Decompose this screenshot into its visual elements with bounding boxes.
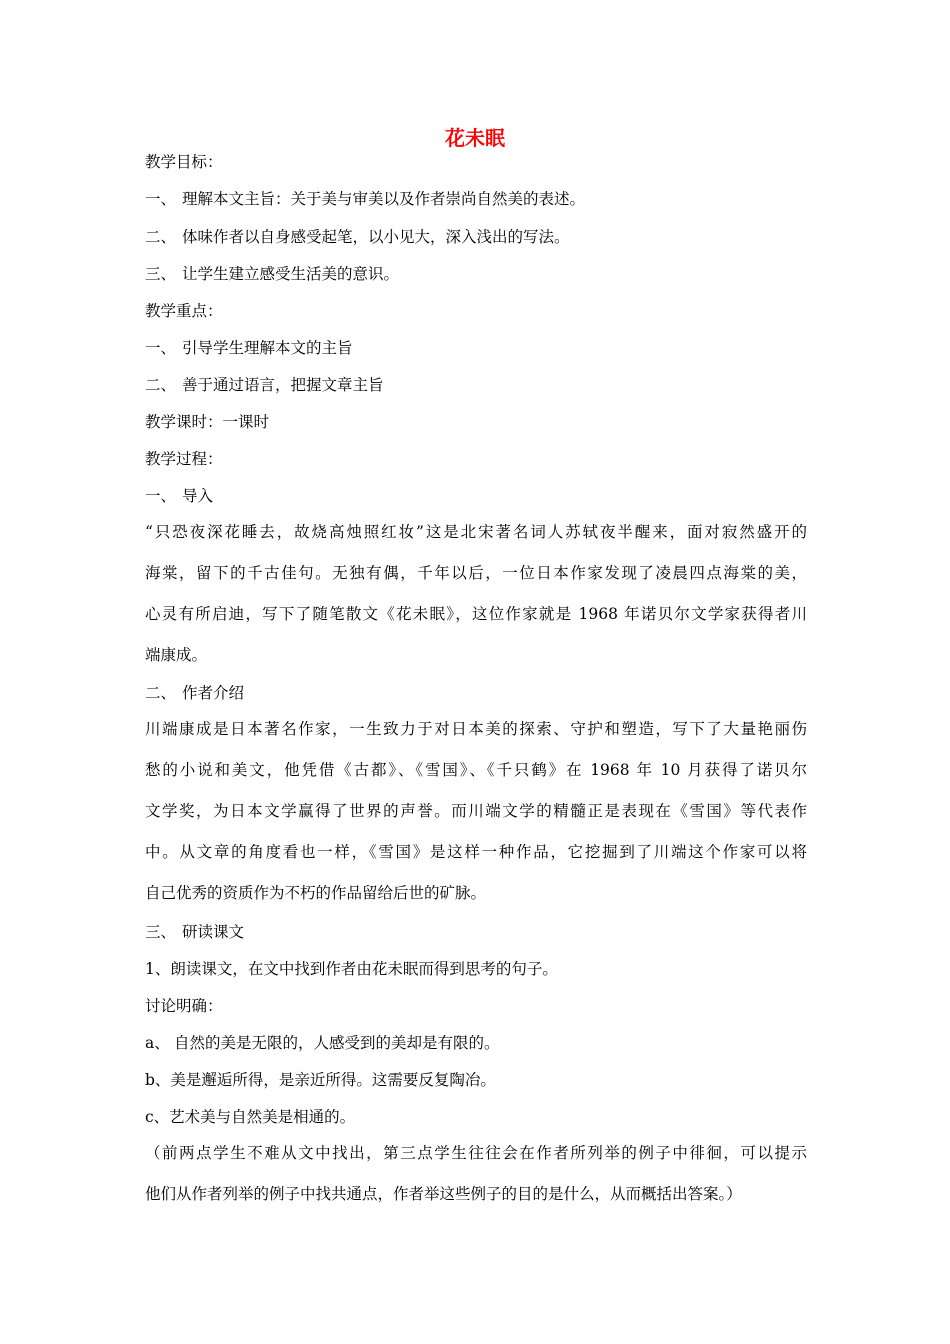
discussion-point-a <box>145 1032 500 1054</box>
section-title: 研读课文 <box>182 923 245 941</box>
point-label: a、 <box>145 1034 170 1052</box>
process-heading: 教学过程： <box>145 450 223 468</box>
section-heading-reading <box>145 921 244 943</box>
section-heading-intro <box>145 485 213 507</box>
section-title: 导入 <box>182 487 214 505</box>
keypoint-number: 二、 <box>145 376 177 394</box>
intro-paragraph <box>145 521 807 685</box>
document-title: 花未眠 <box>445 126 505 150</box>
paragraph-line: 海棠，留下的千古佳句。无独有偶，千年以后，一位日本作家发现了凌晨四点海棠的美， <box>145 564 807 582</box>
keypoint-item <box>145 374 384 396</box>
paragraph-line: “只恐夜深花睡去，故烧高烛照红妆”这是北宋著名词人苏轼夜半醒来，面对寂然盛开的 <box>145 523 807 541</box>
paragraph-line: （前两点学生不难从文中找出，第三点学生往往会在作者所列举的例子中徘徊，可以提示 <box>145 1144 807 1162</box>
keypoint-item <box>145 337 353 359</box>
objective-text: 体味作者以自身感受起笔，以小见大，深入浅出的写法。 <box>182 228 570 246</box>
paragraph-line: 文学奖，为日本文学赢得了世界的声誉。而川端文学的精髓正是表现在《雪国》等代表作 <box>145 802 807 820</box>
keypoint-text: 引导学生理解本文的主旨 <box>182 339 353 357</box>
author-paragraph <box>145 718 807 923</box>
teacher-note <box>145 1142 807 1224</box>
section-number: 二、 <box>145 684 177 702</box>
paragraph-line: 他们从作者列举的例子中找共通点，作者举这些例子的目的是什么，从而概括出答案。） <box>145 1185 742 1203</box>
paragraph-line: 中。从文章的角度看也一样，《雪国》是这样一种作品，它挖掘到了川端这个作家可以将 <box>145 843 807 861</box>
section-number: 三、 <box>145 923 177 941</box>
objective-text: 理解本文主旨：关于美与审美以及作者崇尚自然美的表述。 <box>182 190 586 208</box>
paragraph-line: 愁的小说和美文，他凭借《古都》、《雪国》、《千只鹤》在 1968 年 10 月获得了诺贝尔 <box>145 761 807 779</box>
discussion-heading: 讨论明确： <box>145 997 223 1015</box>
objective-text: 让学生建立感受生活美的意识。 <box>182 265 400 283</box>
objectives-heading: 教学目标： <box>145 153 223 171</box>
keypoints-heading: 教学重点： <box>145 302 223 320</box>
section-heading-author <box>145 682 244 704</box>
task-item: 1、朗读课文，在文中找到作者由花未眠而得到思考的句子。 <box>145 960 558 978</box>
objective-item <box>145 188 585 210</box>
objective-number: 三、 <box>145 265 177 283</box>
paragraph-line: 川端康成是日本著名作家，一生致力于对日本美的探索、守护和塑造，写下了大量艳丽伤 <box>145 720 807 738</box>
objective-number: 一、 <box>145 190 177 208</box>
section-number: 一、 <box>145 487 177 505</box>
objective-item <box>145 263 399 285</box>
class-hours: 教学课时：一课时 <box>145 413 270 431</box>
paragraph-line: 自己优秀的资质作为不朽的作品留给后世的矿脉。 <box>145 884 487 902</box>
discussion-point-c: c、艺术美与自然美是相通的。 <box>145 1108 356 1126</box>
keypoint-text: 善于通过语言，把握文章主旨 <box>182 376 384 394</box>
paragraph-line: 心灵有所启迪，写下了随笔散文《花未眠》，这位作家就是 1968 年诺贝尔文学家获得者川 <box>145 605 807 623</box>
objective-item <box>145 226 570 248</box>
keypoint-number: 一、 <box>145 339 177 357</box>
point-text: 自然的美是无限的，人感受到的美却是有限的。 <box>174 1034 500 1052</box>
discussion-point-b: b、美是邂逅所得，是亲近所得。这需要反复陶冶。 <box>145 1071 496 1089</box>
section-title: 作者介绍 <box>182 684 245 702</box>
paragraph-line: 端康成。 <box>145 646 208 664</box>
objective-number: 二、 <box>145 228 177 246</box>
